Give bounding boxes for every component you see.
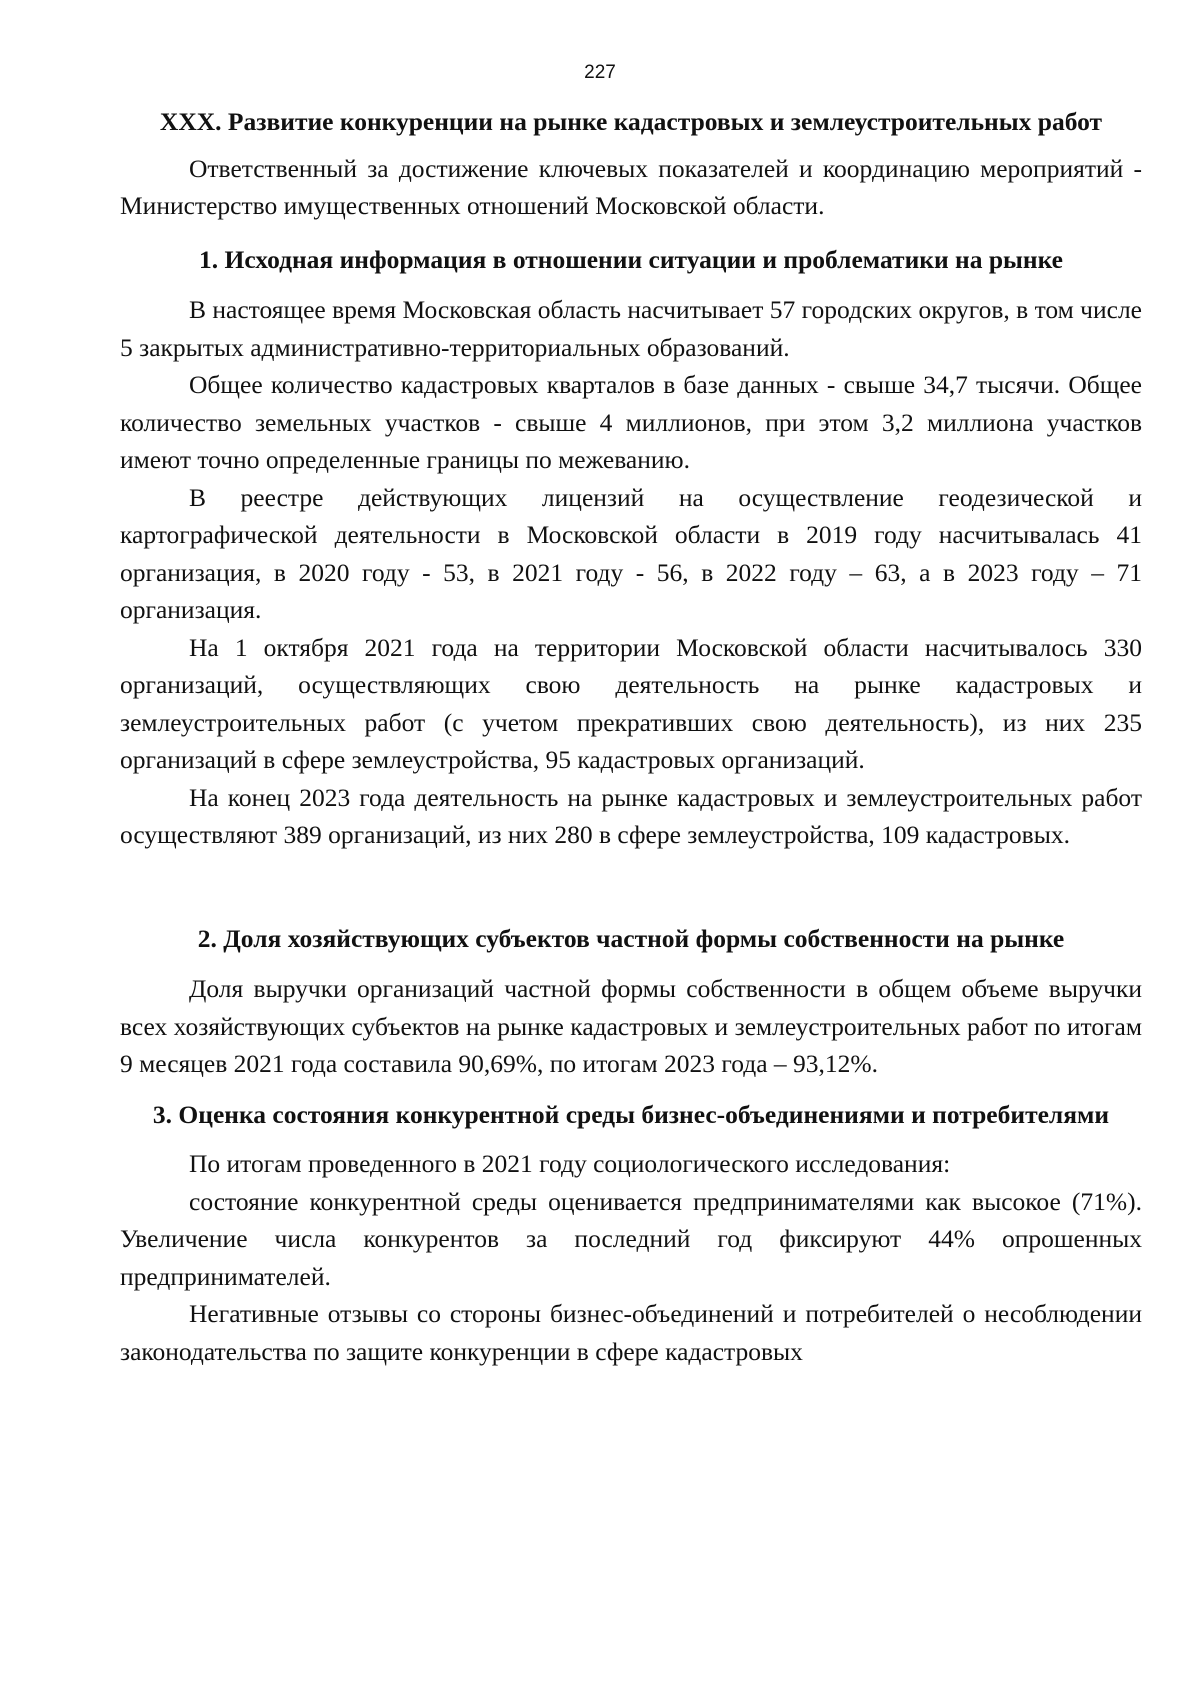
page-number: 227 xyxy=(584,62,616,83)
document-body xyxy=(120,103,1142,1370)
responsible-paragraph: Ответственный за достижение ключевых показателей и координацию мероприятий - Министерство имущественных отношений Московской области. xyxy=(120,153,1142,220)
section-1-paragraph: На конец 2023 года деятельность на рынке кадастровых и землеустроительных работ осуществляют 389 организаций, из них 280 в сфере землеустройства, 109 кадастровых. xyxy=(120,782,1142,849)
section-1-paragraph: На 1 октября 2021 года на территории Московской области насчитывалось 330 организаций, осуществляющих свою деятельность на рынке кадастровых и землеустроительных работ (с учетом прекративших свою деятельность), из них 235 организаций в сфере землеустройства, 95 кадастровых организаций. xyxy=(120,632,1142,774)
section-2-heading: 2. Доля хозяйствующих субъектов частной формы собственности на рынке xyxy=(197,923,1065,953)
section-1-paragraph: В реестре действующих лицензий на осуществление геодезической и картографической деятельности в Московской области в 2019 году насчитывалась 41 организация, в 2020 году - 53, в 2021 году - 56, в 2022 году – 63, а в 2023 году – 71 организация. xyxy=(120,482,1142,624)
section-1-heading: 1. Исходная информация в отношении ситуации и проблематики на рынке xyxy=(198,244,1063,274)
section-3-paragraph: По итогам проведенного в 2021 году социологического исследования: xyxy=(189,1149,951,1178)
section-3-heading: 3. Оценка состояния конкурентной среды бизнес-объединениями и потребителями xyxy=(152,1099,1110,1129)
section-3-paragraph: состояние конкурентной среды оценивается предпринимателями как высокое (71%). Увеличение числа конкурентов за последний год фиксируют 44% опрошенных предпринимателей. xyxy=(120,1186,1142,1291)
section-1-paragraph: Общее количество кадастровых кварталов в базе данных - свыше 34,7 тысячи. Общее количество земельных участков - свыше 4 миллионов, при этом 3,2 миллиона участков имеют точно определенные границы по межеванию. xyxy=(120,370,1142,474)
section-3-paragraph: Негативные отзывы со стороны бизнес-объединений и потребителей о несоблюдении законодательства по защите конкуренции в сфере кадастровых xyxy=(120,1299,1142,1366)
section-1-paragraph: В настоящее время Московская область насчитывает 57 городских округов, в том числе 5 закрытых административно-территориальных образований. xyxy=(120,295,1142,362)
section-2-paragraph: Доля выручки организаций частной формы собственности в общем объеме выручки всех хозяйствующих субъектов на рынке кадастровых и землеустроительных работ по итогам 9 месяцев 2021 года составила 90,69%, по итогам 2023 года – 93,12%. xyxy=(120,974,1142,1078)
chapter-title: XXX. Развитие конкуренции на рынке кадастровых и землеустроительных работ xyxy=(159,107,1103,136)
